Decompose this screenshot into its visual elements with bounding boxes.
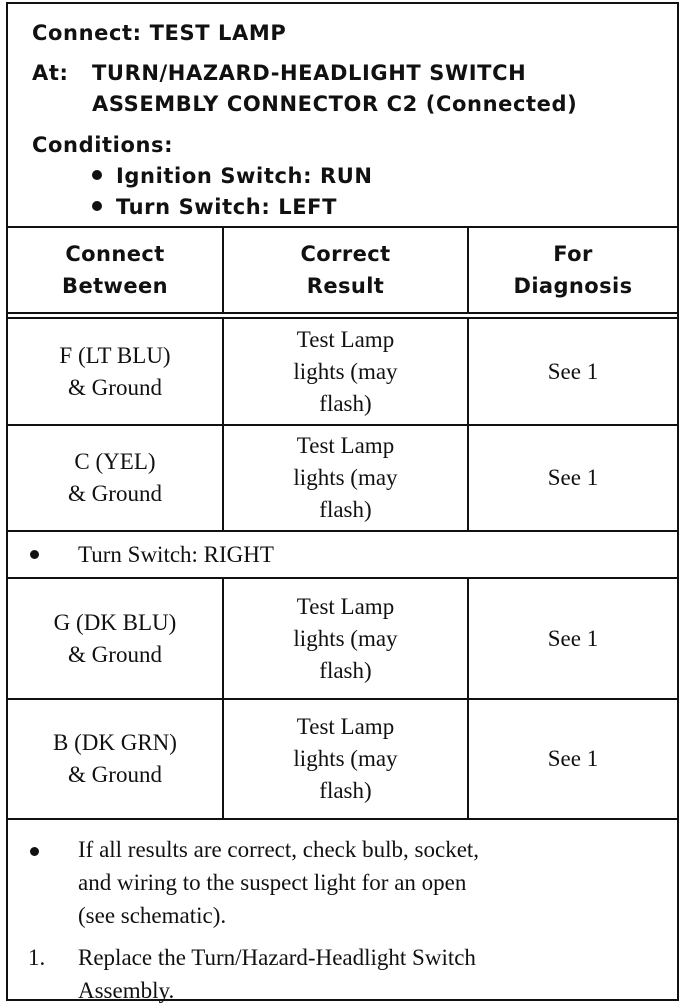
- diagnosis-cell: See 1: [547, 625, 599, 651]
- mid-condition-text: Turn Switch: RIGHT: [78, 542, 274, 567]
- bullet-icon: [30, 550, 39, 559]
- conditions-label: Conditions:: [32, 133, 174, 157]
- condition-item: [92, 164, 373, 188]
- connect-cell: C (YEL) & Ground: [8, 426, 224, 530]
- diagnosis-cell: See 1: [547, 746, 599, 771]
- column-correct-result: Correct Result: [224, 226, 469, 314]
- note-bullet-text: If all results are correct, check bulb, socket, and wiring to the suspect light for an open (see schematic).: [78, 837, 480, 928]
- condition-text: Ignition Switch: RUN: [116, 164, 373, 188]
- result-cell: Test Lamp lights (may flash): [224, 579, 469, 698]
- diagnosis-cell: See 1: [547, 465, 599, 490]
- condition-item: [92, 195, 337, 219]
- table-row: [8, 319, 677, 426]
- bullet-icon: [92, 170, 102, 180]
- condition-text: Turn Switch: LEFT: [116, 195, 338, 219]
- table-row: [8, 579, 677, 700]
- connect-label: Connect:: [32, 21, 142, 45]
- header-divider: [8, 312, 677, 314]
- at-line-2: ASSEMBLY CONNECTOR C2 (Connected): [92, 92, 578, 116]
- table-row: [8, 426, 677, 532]
- column-header-row: [8, 226, 677, 314]
- at-line-1: TURN/HAZARD-HEADLIGHT SWITCH: [92, 61, 527, 85]
- bullet-icon: [92, 201, 102, 211]
- connect-line: [32, 21, 286, 45]
- column-for-diagnosis: For Diagnosis: [513, 242, 633, 298]
- connect-cell: F (LT BLU) & Ground: [8, 319, 224, 424]
- table-row: [8, 700, 677, 820]
- result-cell: Test Lamp lights (may flash): [224, 700, 469, 818]
- step-text: Replace the Turn/Hazard-Headlight Switch Assembly.: [78, 945, 476, 1003]
- step-number: 1.: [28, 945, 46, 970]
- connect-cell: B (DK GRN) & Ground: [8, 700, 224, 818]
- notes-section: [8, 820, 677, 1003]
- result-cell: Test Lamp lights (may flash): [224, 319, 469, 424]
- column-connect-between: Connect Between: [8, 226, 224, 314]
- diagnosis-cell: See 1: [547, 358, 599, 384]
- result-cell: Test Lamp lights (may flash): [224, 426, 469, 530]
- test-chart: [6, 2, 679, 1001]
- at-label: At:: [32, 61, 69, 85]
- connect-value: TEST LAMP: [149, 21, 287, 45]
- bullet-icon: [30, 847, 39, 856]
- mid-condition-row: [8, 532, 677, 579]
- test-header: [8, 4, 677, 228]
- connect-cell: G (DK BLU) & Ground: [8, 579, 224, 698]
